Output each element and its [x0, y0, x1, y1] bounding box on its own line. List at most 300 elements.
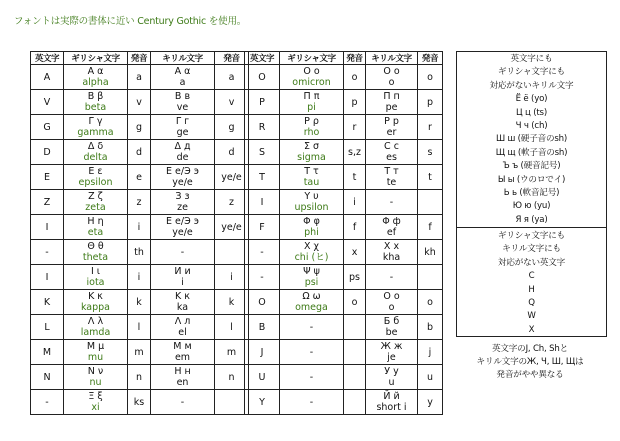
english-letter: I — [45, 221, 49, 233]
cell-greek — [280, 90, 344, 115]
cyrillic-letter: Α α — [174, 66, 191, 77]
cell-cyrillic — [151, 215, 215, 240]
cell-cyrillic — [151, 290, 215, 315]
cell-cyrillic — [366, 140, 418, 165]
cell-english — [31, 165, 64, 190]
box-line: Щ щ (軟子音のsh) — [495, 147, 568, 158]
table-row — [245, 365, 443, 390]
english-letter: R — [258, 121, 266, 133]
greek-letter: Ι ι — [90, 266, 101, 277]
greek-pronunciation: o — [351, 71, 358, 83]
table-row — [245, 190, 443, 215]
cyrillic-letter: Λ л — [174, 316, 191, 327]
cell-greek — [64, 90, 128, 115]
greek-name: xi — [91, 402, 100, 413]
english-letter: P — [259, 96, 265, 108]
header-row — [31, 52, 249, 65]
box-line: Ч ч (ch) — [515, 121, 548, 132]
cell-greek — [280, 165, 344, 190]
cell-greek — [64, 265, 128, 290]
english-letter: A — [43, 71, 51, 83]
table-row — [31, 240, 249, 265]
cell-cyrillic — [366, 365, 418, 390]
cyrillic-letter: Κ к — [175, 291, 190, 302]
cell-english — [245, 340, 280, 365]
cell-cyrillic — [366, 190, 418, 215]
cell-greek — [280, 190, 344, 215]
cyrillic-letter: И и — [174, 266, 191, 277]
cell-pronunciation — [128, 390, 151, 415]
cell-english — [31, 140, 64, 165]
note-line: 発音がやや異なる — [496, 370, 564, 380]
table-row — [31, 165, 249, 190]
table-row — [31, 390, 249, 415]
greek-name: sigma — [297, 152, 326, 163]
english-letter: U — [258, 371, 266, 383]
cyrillic-name: pe — [385, 102, 398, 113]
greek-letter: - — [309, 321, 314, 333]
cyrillic-name: te — [386, 177, 397, 188]
box-line: Ш ш (硬子音のsh) — [495, 134, 568, 145]
cyrillic-name: ye/e — [172, 227, 193, 238]
greek-name: phi — [304, 227, 319, 238]
cell-cyrillic — [151, 240, 215, 265]
cell-cyrillic — [366, 240, 418, 265]
cell-pronunciation — [128, 240, 151, 265]
english-letter: N — [43, 371, 51, 383]
greek-pronunciation: x — [351, 246, 358, 258]
cyrillic-pronunciation: b — [426, 321, 434, 333]
alphabet-table-right — [244, 51, 443, 415]
cell-greek — [64, 365, 128, 390]
cell-pronunciation — [128, 190, 151, 215]
english-letter: O — [258, 296, 266, 308]
greek-name: chi (ヒ) — [294, 252, 329, 263]
table-row — [31, 90, 249, 115]
cell-cyrillic — [366, 315, 418, 340]
cell-cyrillic-pronunciation — [418, 365, 443, 390]
greek-name: delta — [83, 152, 108, 163]
cell-cyrillic-pronunciation — [418, 265, 443, 290]
cell-greek — [280, 140, 344, 165]
cyrillic-letter: Ο о — [383, 66, 400, 77]
cyrillic-pronunciation: z — [229, 196, 234, 208]
box-line: Ъ ъ (硬音記号) — [502, 161, 561, 172]
table-row — [31, 190, 249, 215]
cell-cyrillic — [151, 115, 215, 140]
cell-pronunciation — [344, 140, 366, 165]
cyrillic-letter: У у — [384, 366, 399, 377]
header-row — [245, 52, 443, 65]
header-greek: ギリシャ文字 — [280, 52, 344, 65]
greek-letter: Ξ ξ — [88, 391, 103, 402]
cell-greek — [64, 65, 128, 90]
header-pronunciation: 発音 — [344, 52, 366, 65]
greek-name: omicron — [292, 77, 331, 88]
greek-name: rho — [303, 127, 320, 138]
cell-greek — [64, 165, 128, 190]
cyrillic-pronunciation: d — [228, 146, 235, 158]
table-row — [31, 315, 249, 340]
cyrillic-letter: Μ м — [173, 341, 192, 352]
greek-pronunciation: ks — [133, 396, 145, 408]
cell-pronunciation — [344, 290, 366, 315]
box-line: 英文字にも — [510, 54, 553, 64]
greek-letter: Α α — [87, 66, 104, 77]
cell-english — [245, 190, 280, 215]
cyrillic-letter: Τ т — [384, 166, 399, 177]
greek-letter: Ε ε — [88, 166, 103, 177]
cell-greek — [64, 240, 128, 265]
cell-english — [31, 390, 64, 415]
cell-english — [245, 65, 280, 90]
greek-pronunciation: n — [135, 371, 143, 383]
cyrillic-only-box — [456, 51, 607, 228]
cyrillic-letter: - — [389, 271, 394, 283]
cell-cyrillic-pronunciation — [418, 190, 443, 215]
cell-english — [31, 315, 64, 340]
box-line: W — [527, 311, 536, 322]
cell-pronunciation — [128, 215, 151, 240]
cell-cyrillic-pronunciation — [418, 165, 443, 190]
table-row — [245, 265, 443, 290]
box-line: Ю ю (yu) — [512, 201, 551, 212]
cell-greek — [280, 240, 344, 265]
cyrillic-pronunciation: s — [427, 146, 433, 158]
greek-pronunciation: g — [135, 121, 143, 133]
cell-english — [31, 115, 64, 140]
greek-letter: Τ τ — [304, 166, 319, 177]
cyrillic-letter: Х х — [383, 241, 400, 252]
box-line: 対応がないキリル文字 — [489, 80, 574, 91]
greek-letter: Ζ ζ — [88, 191, 103, 202]
greek-pronunciation: a — [136, 71, 142, 83]
greek-pronunciation: r — [352, 121, 357, 133]
cell-cyrillic — [151, 90, 215, 115]
cell-cyrillic-pronunciation — [418, 315, 443, 340]
greek-letter: Ν ν — [87, 366, 104, 377]
cell-cyrillic — [151, 365, 215, 390]
table-row — [245, 240, 443, 265]
cyrillic-pronunciation: t — [428, 171, 432, 183]
greek-name: nu — [89, 377, 102, 388]
cell-english — [245, 140, 280, 165]
header-greek: ギリシャ文字 — [64, 52, 128, 65]
table-row — [245, 340, 443, 365]
cell-pronunciation — [344, 340, 366, 365]
cyrillic-name: o — [388, 77, 395, 88]
greek-pronunciation: t — [352, 171, 357, 183]
cell-cyrillic — [366, 340, 418, 365]
table-row — [245, 165, 443, 190]
greek-letter: Β β — [87, 91, 104, 102]
box-line: C — [528, 271, 535, 282]
cyrillic-name: ze — [177, 202, 188, 213]
greek-pronunciation: l — [137, 321, 141, 333]
cell-cyrillic-pronunciation — [418, 65, 443, 90]
cell-cyrillic — [366, 115, 418, 140]
english-letter: E — [43, 171, 50, 183]
cyrillic-letter: Ο о — [383, 291, 400, 302]
cell-pronunciation — [344, 115, 366, 140]
english-letter: T — [259, 171, 265, 183]
greek-letter: Μ μ — [86, 341, 105, 352]
cell-cyrillic-pronunciation — [418, 115, 443, 140]
cell-greek — [64, 140, 128, 165]
cyrillic-letter: Й й — [383, 391, 400, 402]
cell-pronunciation — [128, 365, 151, 390]
greek-name: lamda — [80, 327, 111, 338]
cell-cyrillic-pronunciation — [418, 140, 443, 165]
english-letter: V — [43, 96, 51, 108]
cell-cyrillic — [151, 315, 215, 340]
header-cyrillic: キリル文字 — [151, 52, 215, 65]
cyrillic-name: o — [388, 302, 395, 313]
pronunciation-note — [452, 343, 608, 382]
greek-letter: Γ γ — [88, 116, 103, 127]
box-line: ギリシャ文字にも — [498, 231, 565, 241]
greek-letter: Θ θ — [87, 241, 104, 252]
cyrillic-name: ve — [176, 102, 189, 113]
cyrillic-letter: Ρ р — [384, 116, 399, 127]
cyrillic-letter: Β в — [174, 91, 191, 102]
greek-letter: Κ κ — [88, 291, 103, 302]
greek-pronunciation: s,z — [348, 146, 361, 158]
page-title: フォントは実際の書体に近い Century Gothic を使用。 — [14, 16, 247, 27]
cell-cyrillic — [151, 265, 215, 290]
greek-letter: Λ λ — [87, 316, 104, 327]
cell-greek — [280, 65, 344, 90]
greek-name: mu — [87, 352, 104, 363]
greek-name: theta — [82, 252, 109, 263]
english-letter: K — [43, 296, 51, 308]
greek-name: pi — [307, 102, 316, 113]
greek-pronunciation: i — [137, 271, 141, 283]
cell-english — [245, 365, 280, 390]
greek-pronunciation: d — [135, 146, 143, 158]
table-row — [31, 290, 249, 315]
cell-english — [31, 215, 64, 240]
cyrillic-name: je — [387, 352, 396, 363]
greek-pronunciation: v — [136, 96, 142, 108]
cell-english — [31, 265, 64, 290]
cell-greek — [280, 390, 344, 415]
cell-pronunciation — [344, 190, 366, 215]
cell-greek — [64, 290, 128, 315]
cyrillic-name: short i — [376, 402, 407, 413]
english-letter: I — [260, 196, 264, 208]
english-letter: S — [258, 146, 266, 158]
greek-pronunciation: i — [353, 196, 356, 208]
greek-pronunciation: f — [352, 221, 357, 233]
cell-english — [245, 215, 280, 240]
greek-name: beta — [84, 102, 107, 113]
cell-cyrillic — [151, 340, 215, 365]
table-row — [245, 65, 443, 90]
cell-pronunciation — [128, 290, 151, 315]
english-letter: G — [43, 121, 51, 133]
cyrillic-name: kha — [382, 252, 401, 263]
english-letter: M — [42, 346, 52, 358]
greek-letter: - — [309, 371, 314, 383]
cell-cyrillic — [366, 90, 418, 115]
table-row — [245, 140, 443, 165]
cell-pronunciation — [128, 315, 151, 340]
cell-pronunciation — [128, 265, 151, 290]
box-line: Ц ц (ts) — [516, 107, 547, 118]
table-row — [31, 365, 249, 390]
cell-english — [245, 90, 280, 115]
greek-name: omega — [295, 302, 328, 313]
english-only-box — [456, 227, 607, 337]
cyrillic-pronunciation: u — [426, 371, 434, 383]
cyrillic-name: er — [386, 127, 397, 138]
cell-pronunciation — [128, 340, 151, 365]
greek-letter: Ψ ψ — [303, 266, 320, 277]
cyrillic-pronunciation: n — [228, 371, 235, 383]
greek-letter: Υ υ — [304, 191, 319, 202]
english-letter: F — [259, 221, 265, 233]
cyrillic-pronunciation: j — [428, 346, 432, 358]
cell-cyrillic — [366, 390, 418, 415]
cell-pronunciation — [344, 365, 366, 390]
greek-letter: Δ δ — [87, 141, 104, 152]
cell-cyrillic — [366, 65, 418, 90]
box-line: Ь ь (軟音記号) — [503, 188, 560, 199]
header-cyrillic: キリル文字 — [366, 52, 418, 65]
cell-cyrillic-pronunciation — [418, 215, 443, 240]
cyrillic-name: ye/e — [172, 177, 193, 188]
cyrillic-pronunciation: y — [427, 396, 433, 408]
cyrillic-pronunciation: a — [228, 71, 235, 83]
cyrillic-name: ka — [176, 302, 189, 313]
table-row — [245, 390, 443, 415]
header-cyrillic-pronunciation: 発音 — [215, 52, 249, 65]
cyrillic-letter: - — [389, 196, 394, 208]
cyrillic-pronunciation: v — [228, 96, 235, 108]
cell-cyrillic — [366, 165, 418, 190]
cyrillic-letter: Н н — [174, 366, 191, 377]
note-line: キリル文字のЖ, Ч, Ш, Щは — [476, 357, 584, 367]
cell-greek — [280, 115, 344, 140]
cell-greek — [64, 190, 128, 215]
cyrillic-letter: З з — [175, 191, 190, 202]
english-letter: - — [260, 271, 264, 283]
table-row — [245, 315, 443, 340]
cyrillic-letter: - — [180, 246, 185, 258]
cyrillic-name: ef — [386, 227, 397, 238]
cyrillic-letter: Ε е/Э э — [166, 166, 199, 177]
greek-name: alpha — [82, 77, 109, 88]
cell-cyrillic-pronunciation — [418, 240, 443, 265]
cell-greek — [64, 315, 128, 340]
english-letter: B — [258, 321, 266, 333]
greek-name: epsilon — [78, 177, 113, 188]
cyrillic-pronunciation: f — [428, 221, 432, 233]
header-pronunciation: 発音 — [128, 52, 151, 65]
cell-english — [31, 190, 64, 215]
cyrillic-pronunciation: o — [427, 296, 433, 308]
greek-letter: Ο ο — [303, 66, 320, 77]
english-letter: - — [260, 246, 264, 258]
box-line: Ё ё (yo) — [515, 94, 548, 105]
greek-letter: Ω ω — [302, 291, 321, 302]
cyrillic-letter: Φ ф — [382, 216, 401, 227]
cyrillic-name: u — [388, 377, 395, 388]
cell-greek — [64, 115, 128, 140]
greek-letter: Φ φ — [303, 216, 320, 227]
greek-pronunciation: i — [137, 221, 141, 233]
table-row — [31, 140, 249, 165]
cell-english — [31, 365, 64, 390]
cell-cyrillic — [151, 390, 215, 415]
cyrillic-pronunciation: l — [230, 321, 233, 333]
greek-letter: Σ σ — [303, 141, 320, 152]
cyrillic-pronunciation: k — [228, 296, 235, 308]
cell-cyrillic — [366, 215, 418, 240]
cyrillic-name: el — [178, 327, 187, 338]
english-letter: D — [43, 146, 51, 158]
cell-greek — [280, 215, 344, 240]
cell-english — [245, 165, 280, 190]
cell-pronunciation — [128, 165, 151, 190]
cell-greek — [64, 215, 128, 240]
header-cyrillic-pronunciation: 発音 — [418, 52, 443, 65]
cell-cyrillic — [366, 290, 418, 315]
cell-greek — [64, 340, 128, 365]
cell-english — [245, 390, 280, 415]
cell-pronunciation — [344, 265, 366, 290]
cyrillic-letter: Δ д — [174, 141, 191, 152]
greek-letter: - — [309, 396, 314, 408]
cyrillic-pronunciation: ye/e — [221, 171, 242, 183]
greek-name: tau — [303, 177, 320, 188]
cell-greek — [280, 340, 344, 365]
greek-name: upsilon — [294, 202, 329, 213]
cyrillic-letter: - — [180, 396, 185, 408]
cyrillic-name: a — [179, 77, 186, 88]
cell-pronunciation — [344, 240, 366, 265]
greek-pronunciation: z — [136, 196, 142, 208]
table-row — [245, 215, 443, 240]
box-line: H — [528, 284, 535, 295]
cell-cyrillic-pronunciation — [418, 290, 443, 315]
table-row — [245, 290, 443, 315]
table-row — [31, 115, 249, 140]
cyrillic-letter: Б б — [383, 316, 400, 327]
cell-pronunciation — [128, 140, 151, 165]
greek-letter: Ρ ρ — [304, 116, 319, 127]
cyrillic-name: be — [385, 327, 398, 338]
cyrillic-pronunciation: r — [428, 121, 432, 133]
cell-english — [245, 265, 280, 290]
cell-greek — [280, 365, 344, 390]
cell-pronunciation — [128, 90, 151, 115]
box-line: X — [528, 324, 535, 335]
cell-pronunciation — [344, 165, 366, 190]
note-line: 英文字のJ, Ch, Shと — [492, 344, 568, 354]
header-english: 英文字 — [245, 52, 280, 65]
cell-english — [245, 115, 280, 140]
greek-pronunciation: k — [136, 296, 142, 308]
english-letter: J — [260, 346, 264, 358]
cell-english — [31, 340, 64, 365]
cyrillic-pronunciation: o — [427, 71, 433, 83]
english-letter: I — [45, 271, 49, 283]
cell-pronunciation — [344, 215, 366, 240]
table-row — [31, 265, 249, 290]
greek-name: zeta — [85, 202, 106, 213]
